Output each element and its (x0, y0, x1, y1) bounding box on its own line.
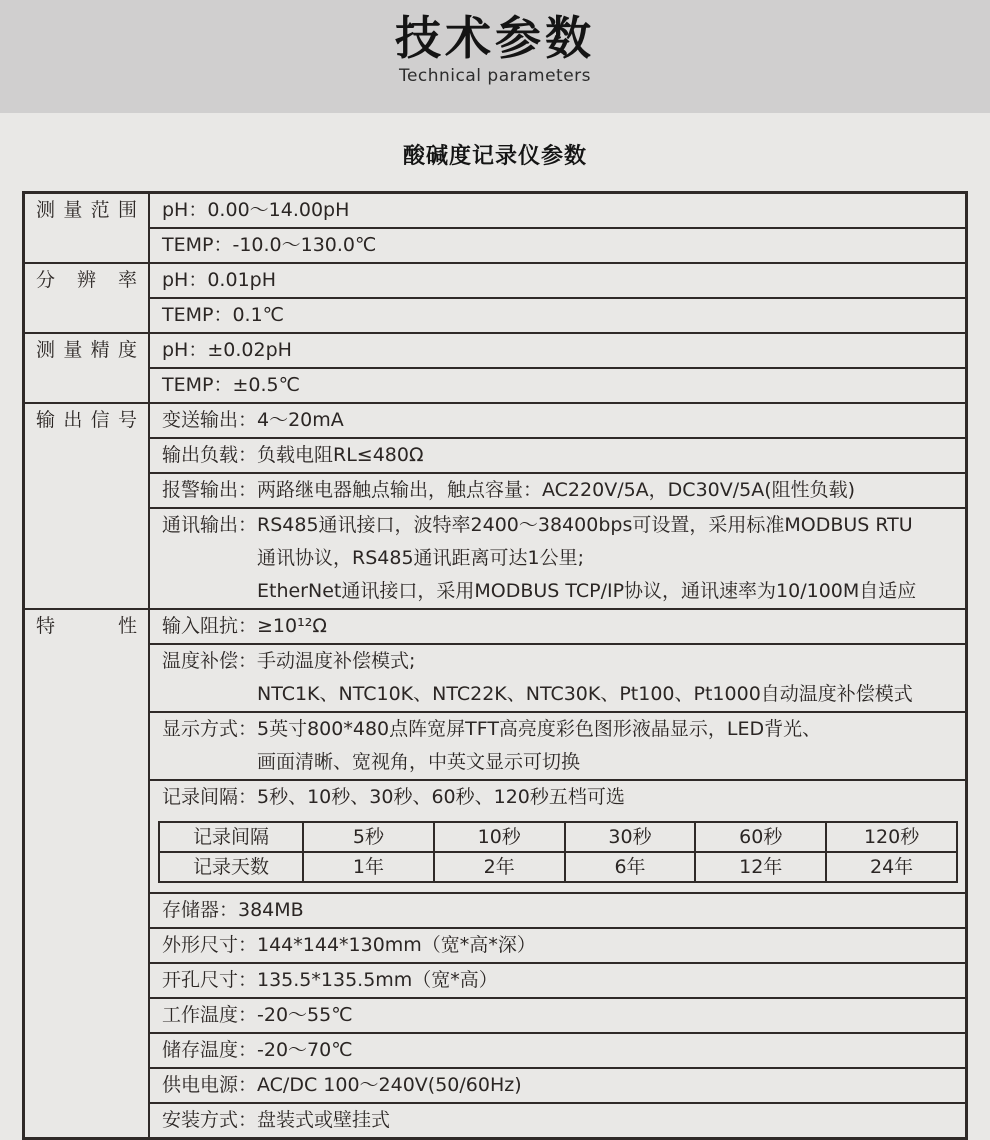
record-table-cell: 60秒 (695, 822, 826, 852)
param-label-resolution: 分辨率 (24, 263, 150, 333)
spec-line: 通讯输出：RS485通讯接口，波特率2400～38400bps可设置，采用标准MODBUS RTU (162, 514, 913, 536)
param-value-cell (149, 963, 967, 998)
table-row (24, 1068, 967, 1103)
table-row (24, 473, 967, 508)
param-value-cell (149, 609, 967, 644)
table-row (24, 1033, 967, 1068)
param-value-cell (149, 473, 967, 508)
record-table-cell: 1年 (303, 852, 434, 882)
param-value-cell (149, 368, 967, 403)
record-table-cell: 30秒 (565, 822, 696, 852)
spec-line: 存储器：384MB (162, 899, 304, 921)
spec-line: pH：0.00～14.00pH (162, 199, 350, 221)
spec-line: pH：0.01pH (162, 269, 277, 291)
table-row (24, 298, 967, 333)
param-label-measurement-range: 测量范围 (24, 193, 150, 264)
param-value-cell (149, 644, 967, 712)
record-table-cell: 12年 (695, 852, 826, 882)
record-interval-table (158, 821, 958, 883)
param-value-cell (149, 228, 967, 263)
param-value-cell (149, 438, 967, 473)
table-row (24, 193, 967, 229)
param-value-cell (149, 403, 967, 438)
table-row (24, 780, 967, 893)
spec-line: 工作温度：-20～55℃ (162, 1004, 353, 1026)
record-interval-header-row (159, 822, 957, 852)
param-value-cell (149, 712, 967, 780)
record-table-cell: 120秒 (826, 822, 957, 852)
param-label-characteristics: 特性 (24, 609, 150, 1139)
record-table-cell: 5秒 (303, 822, 434, 852)
spec-line: 开孔尺寸：135.5*135.5mm（宽*高） (162, 969, 498, 991)
param-value-cell (149, 508, 967, 609)
spec-line: 显示方式：5英寸800*480点阵宽屏TFT高亮度彩色图形液晶显示，LED背光、 (162, 718, 822, 740)
param-label-output-signal: 输出信号 (24, 403, 150, 609)
spec-line: TEMP：0.1℃ (162, 304, 285, 326)
table-row (24, 368, 967, 403)
header-banner (0, 0, 990, 113)
record-table-cell: 6年 (565, 852, 696, 882)
table-row (24, 644, 967, 712)
spec-line: pH：±0.02pH (162, 339, 292, 361)
table-row (24, 333, 967, 368)
spec-line: NTC1K、NTC10K、NTC22K、NTC30K、Pt100、Pt1000自动温度补偿模式 (257, 683, 913, 705)
spec-line: 画面清晰、宽视角，中英文显示可切换 (257, 751, 581, 773)
table-row (24, 609, 967, 644)
param-value-cell (149, 193, 967, 229)
param-value-cell (149, 893, 967, 928)
parameters-table (22, 191, 968, 1140)
param-value-cell (149, 998, 967, 1033)
table-row (24, 403, 967, 438)
page-subtitle: Technical parameters (398, 66, 592, 86)
param-value-cell-record-interval (149, 780, 967, 893)
section-title: 酸碱度记录仪参数 (402, 144, 587, 169)
spec-line: 输入阻抗：≥10¹²Ω (162, 615, 327, 637)
spec-line: 储存温度：-20～70℃ (162, 1039, 353, 1061)
param-value-cell (149, 298, 967, 333)
record-table-cell: 10秒 (434, 822, 565, 852)
spec-line: TEMP：-10.0～130.0℃ (162, 234, 377, 256)
spec-line: 报警输出：两路继电器触点输出，触点容量：AC220V/5A，DC30V/5A(阻性负载) (162, 479, 856, 501)
table-row (24, 508, 967, 609)
table-row (24, 1103, 967, 1139)
table-row (24, 712, 967, 780)
spec-line: EtherNet通讯接口，采用MODBUS TCP/IP协议，通讯速率为10/100M自适应 (257, 580, 917, 602)
param-label-accuracy: 测量精度 (24, 333, 150, 403)
param-value-cell (149, 1033, 967, 1068)
spec-line: 供电电源：AC/DC 100～240V(50/60Hz) (162, 1074, 522, 1096)
param-value-cell (149, 263, 967, 298)
record-table-cell: 2年 (434, 852, 565, 882)
param-value-cell (149, 928, 967, 963)
table-row (24, 228, 967, 263)
record-table-cell: 24年 (826, 852, 957, 882)
page-title: 技术参数 (395, 11, 595, 65)
spec-line: 外形尺寸：144*144*130mm（宽*高*深） (162, 934, 536, 956)
spec-line: 通讯协议，RS485通讯距离可达1公里; (257, 547, 585, 569)
spec-line: 安装方式：盘装式或壁挂式 (162, 1109, 391, 1131)
param-value-cell (149, 1068, 967, 1103)
spec-line: 变送输出：4～20mA (162, 409, 344, 431)
record-table-cell: 记录天数 (159, 852, 303, 882)
table-row (24, 928, 967, 963)
spec-line: 记录间隔：5秒、10秒、30秒、60秒、120秒五档可选 (162, 786, 625, 808)
spec-line: TEMP：±0.5℃ (162, 374, 300, 396)
table-row (24, 963, 967, 998)
param-value-cell (149, 1103, 967, 1139)
record-days-row (159, 852, 957, 882)
spec-line: 温度补偿：手动温度补偿模式; (162, 650, 416, 672)
table-row (24, 438, 967, 473)
spec-line: 输出负载：负载电阻RL≤480Ω (162, 444, 424, 466)
param-value-cell (149, 333, 967, 368)
table-row (24, 998, 967, 1033)
table-row (24, 263, 967, 298)
record-table-cell: 记录间隔 (159, 822, 303, 852)
table-row (24, 893, 967, 928)
